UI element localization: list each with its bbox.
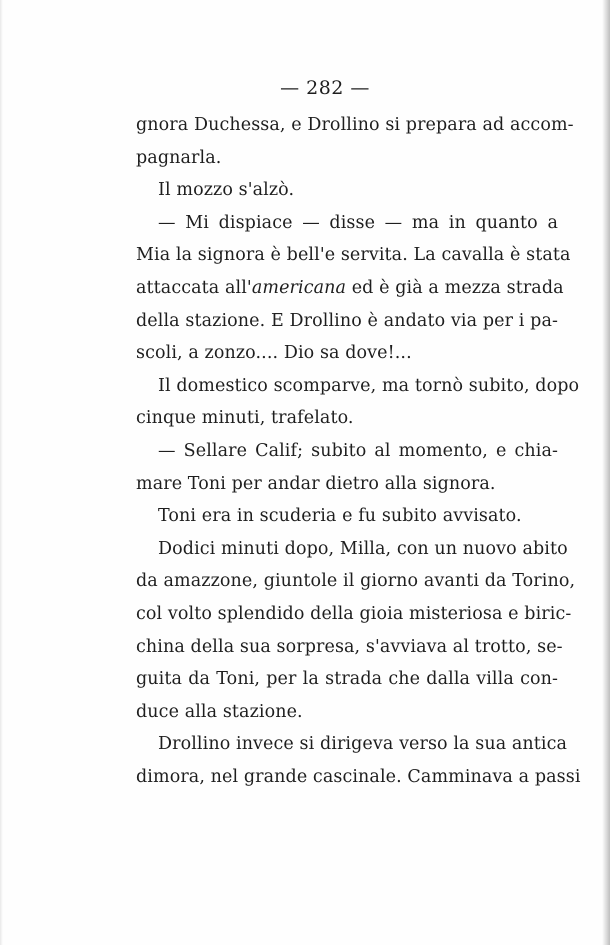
text-line-17: china della sua sorpresa, s'avviava al trotto, se- [136, 636, 563, 657]
text-line-6-italic [136, 272, 564, 305]
page-left-edge [0, 0, 3, 945]
text-line-21: dimora, nel grande cascinale. Camminava a passi [136, 766, 581, 787]
text-line-8: scoli, a zonzo.... Dio sa dove!... [136, 343, 412, 364]
text-line-7: della stazione. E Drollino è andato via per i pa- [136, 310, 558, 331]
text-line-6-after: ed è già a mezza strada [346, 277, 564, 298]
text-line-14: Dodici minuti dopo, Milla, con un nuovo abito [158, 538, 568, 559]
text-line-3: Il mozzo s'alzò. [158, 180, 295, 201]
text-line-11: — Sellare Calif; subito al momento, e chia- [158, 440, 558, 461]
text-line-15: da amazzone, giuntole il giorno avanti da Torino, [136, 571, 576, 592]
text-line-9: Il domestico scomparve, ma tornò subito, dopo [158, 375, 580, 396]
text-line-6-before: attaccata all' [136, 277, 252, 298]
italic-word-americana: americana [251, 277, 347, 298]
body-text [136, 109, 581, 793]
text-line-13: Toni era in scuderia e fu subito avvisato. [158, 506, 522, 527]
text-line-2: pagnarla. [136, 147, 222, 168]
text-line-10: cinque minuti, trafelato. [136, 408, 354, 429]
text-line-5: Mia la signora è bell'e servita. La cavalla è stata [136, 245, 571, 266]
text-line-20: Drollino invece si dirigeva verso la sua antica [158, 734, 568, 755]
page-right-edge-shadow [602, 0, 610, 945]
text-line-12: mare Toni per andar dietro alla signora. [136, 473, 496, 494]
text-line-16: col volto splendido della gioia misteriosa e biric- [136, 603, 572, 624]
text-line-1: gnora Duchessa, e Drollino si prepara ad accom- [136, 115, 574, 135]
text-line-18: guita da Toni, per la strada che dalla villa con- [136, 669, 558, 690]
page-number: — 282 — [280, 77, 370, 99]
text-line-19: duce alla stazione. [136, 701, 303, 722]
text-line-4: — Mi dispiace — disse — ma in quanto a [158, 212, 558, 233]
